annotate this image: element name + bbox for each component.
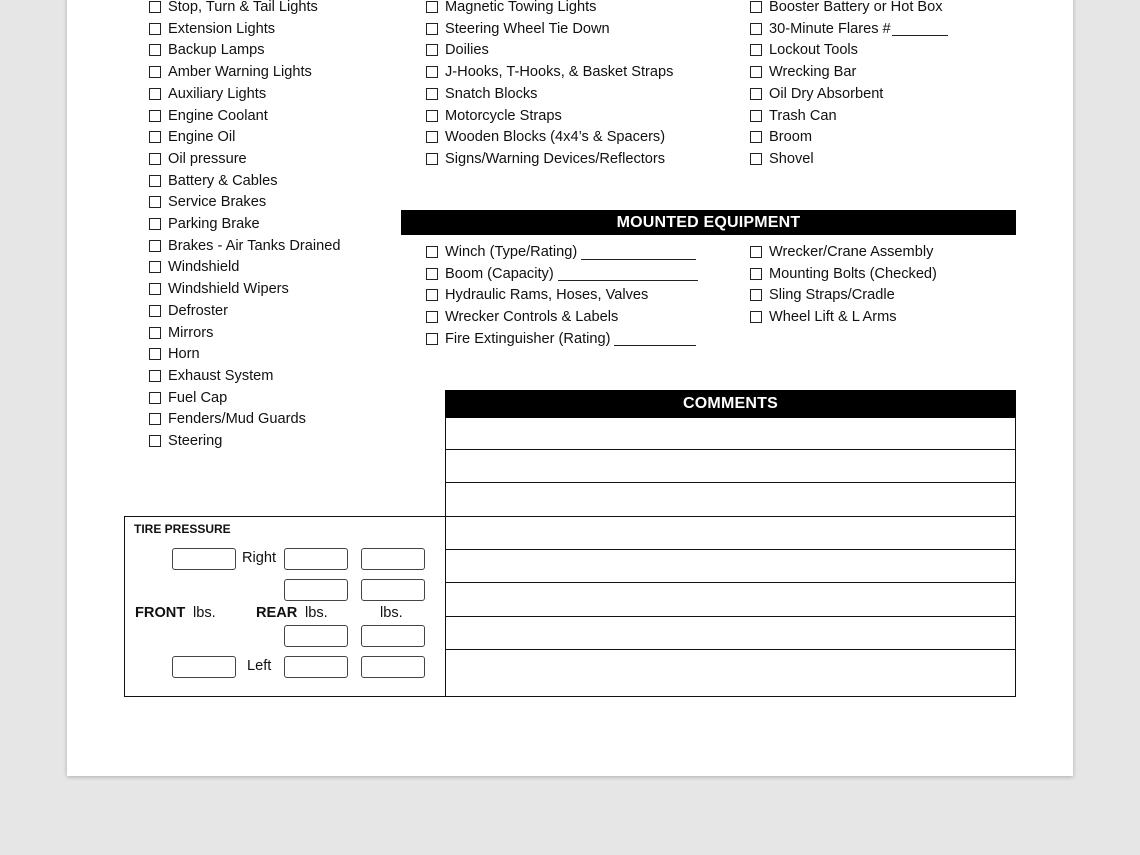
comments-left-border (445, 418, 446, 697)
checkbox[interactable] (426, 153, 438, 165)
front-right-pressure-field[interactable] (172, 548, 236, 570)
checkbox[interactable] (426, 246, 438, 258)
checkbox[interactable] (149, 327, 161, 339)
checkbox[interactable] (149, 305, 161, 317)
checkbox[interactable] (149, 153, 161, 165)
rear-right-inner-far-pressure-field[interactable] (361, 579, 425, 601)
checkbox[interactable] (426, 333, 438, 345)
flares-count-blank[interactable] (892, 21, 948, 36)
checklist-item[interactable]: Exhaust System (149, 366, 273, 386)
checkbox[interactable] (149, 110, 161, 122)
checkbox[interactable] (149, 196, 161, 208)
checkbox[interactable] (750, 153, 762, 165)
checklist-item[interactable]: 30-Minute Flares # (750, 19, 948, 39)
checkbox[interactable] (149, 283, 161, 295)
checkbox[interactable] (750, 131, 762, 143)
extinguisher-rating-blank[interactable] (614, 331, 696, 346)
checklist-item[interactable]: Steering Wheel Tie Down (426, 19, 610, 39)
front-left-pressure-field[interactable] (172, 656, 236, 678)
rear-far-lbs-label: lbs. (380, 605, 403, 621)
checkbox[interactable] (750, 88, 762, 100)
checkbox[interactable] (750, 44, 762, 56)
checklist-item[interactable]: Trash Can (750, 106, 837, 126)
checklist-item[interactable]: Mounting Bolts (Checked) (750, 264, 937, 284)
checkbox[interactable] (149, 66, 161, 78)
checklist-item[interactable]: Service Brakes (149, 192, 266, 212)
checkbox[interactable] (149, 392, 161, 404)
checkbox[interactable] (149, 1, 161, 13)
checklist-item[interactable]: Defroster (149, 301, 228, 321)
checklist-item[interactable]: Wrecker Controls & Labels (426, 307, 618, 327)
checklist-item[interactable]: J-Hooks, T-Hooks, & Basket Straps (426, 62, 673, 82)
checkbox[interactable] (149, 370, 161, 382)
form-bottom-border (124, 696, 1016, 697)
checklist-item[interactable]: Booster Battery or Hot Box (750, 0, 943, 17)
checkbox[interactable] (426, 268, 438, 280)
checkbox[interactable] (149, 131, 161, 143)
checklist-item[interactable]: Broom (750, 127, 812, 147)
rear-label: REAR (256, 605, 298, 621)
tire-pressure-top-border (124, 516, 1016, 517)
checkbox[interactable] (426, 311, 438, 323)
checklist-item[interactable]: Hydraulic Rams, Hoses, Valves (426, 285, 648, 305)
left-label: Left (247, 658, 272, 674)
rear-left-inner-pressure-field[interactable] (284, 625, 348, 647)
checkbox[interactable] (426, 131, 438, 143)
comments-header: COMMENTS (445, 390, 1016, 418)
right-label: Right (242, 550, 277, 566)
checklist-item[interactable]: Motorcycle Straps (426, 106, 562, 126)
checkbox[interactable] (426, 1, 438, 13)
checklist-item[interactable]: Shovel (750, 149, 814, 169)
checklist-item[interactable]: Stop, Turn & Tail Lights (149, 0, 318, 17)
comment-line[interactable] (445, 649, 1016, 650)
checklist-item[interactable]: Backup Lamps (149, 40, 265, 60)
rear-right-far-pressure-field[interactable] (361, 548, 425, 570)
comment-line[interactable] (445, 482, 1016, 483)
checklist-item[interactable]: Engine Coolant (149, 106, 268, 126)
checklist-item[interactable]: Windshield Wipers (149, 279, 289, 299)
checkbox[interactable] (149, 175, 161, 187)
checklist-item[interactable]: Doilies (426, 40, 489, 60)
document-page (67, 0, 1073, 776)
checklist-item[interactable]: Wooden Blocks (4x4’s & Spacers) (426, 127, 665, 147)
checklist-item[interactable]: Wrecker/Crane Assembly (750, 242, 933, 262)
checkbox[interactable] (750, 268, 762, 280)
checklist-item[interactable]: Extension Lights (149, 19, 275, 39)
checkbox[interactable] (149, 261, 161, 273)
checklist-item[interactable]: Oil pressure (149, 149, 247, 169)
checkbox[interactable] (750, 289, 762, 301)
checklist-item[interactable]: Lockout Tools (750, 40, 858, 60)
checkbox[interactable] (149, 348, 161, 360)
checklist-item[interactable]: Amber Warning Lights (149, 62, 312, 82)
checkbox[interactable] (426, 23, 438, 35)
checklist-item[interactable]: Steering (149, 431, 222, 451)
front-label: FRONT (135, 605, 186, 621)
checklist-item[interactable]: Engine Oil (149, 127, 235, 147)
checkbox[interactable] (149, 413, 161, 425)
checklist-item[interactable]: Fuel Cap (149, 388, 227, 408)
checkbox[interactable] (149, 88, 161, 100)
checklist-item[interactable]: Parking Brake (149, 214, 260, 234)
comment-line[interactable] (445, 449, 1016, 450)
checklist-item[interactable]: Sling Straps/Cradle (750, 285, 895, 305)
checkbox[interactable] (426, 110, 438, 122)
checklist-item[interactable]: Winch (Type/Rating) (426, 242, 696, 262)
comment-line[interactable] (445, 616, 1016, 617)
rear-lbs-label: lbs. (305, 605, 328, 621)
checkbox[interactable] (426, 289, 438, 301)
checkbox[interactable] (750, 66, 762, 78)
rear-right-outer-pressure-field[interactable] (284, 548, 348, 570)
checklist-item[interactable]: Brakes - Air Tanks Drained (149, 236, 341, 256)
checkbox[interactable] (750, 23, 762, 35)
checkbox[interactable] (426, 44, 438, 56)
checklist-item[interactable]: Snatch Blocks (426, 84, 537, 104)
mounted-equipment-header: MOUNTED EQUIPMENT (401, 210, 1016, 235)
comment-line[interactable] (445, 549, 1016, 550)
rear-right-inner-pressure-field[interactable] (284, 579, 348, 601)
checkbox[interactable] (149, 23, 161, 35)
checklist-item[interactable]: Windshield (149, 257, 239, 277)
checkbox[interactable] (149, 240, 161, 252)
checklist-item[interactable]: Boom (Capacity) (426, 264, 698, 284)
comment-line[interactable] (445, 582, 1016, 583)
rear-left-outer-pressure-field[interactable] (284, 656, 348, 678)
checklist-item[interactable]: Wheel Lift & L Arms (750, 307, 897, 327)
checkbox[interactable] (426, 88, 438, 100)
checklist-item[interactable]: Magnetic Towing Lights (426, 0, 596, 17)
rear-left-inner-far-pressure-field[interactable] (361, 625, 425, 647)
tire-pressure-left-border (124, 516, 125, 697)
checkbox[interactable] (750, 110, 762, 122)
checklist-item[interactable]: Oil Dry Absorbent (750, 84, 883, 104)
checklist-item[interactable]: Signs/Warning Devices/Reflectors (426, 149, 665, 169)
checkbox[interactable] (750, 246, 762, 258)
checklist-item[interactable]: Mirrors (149, 323, 213, 343)
rear-left-far-pressure-field[interactable] (361, 656, 425, 678)
checklist-item[interactable]: Fire Extinguisher (Rating) (426, 329, 696, 349)
tire-pressure-title: TIRE PRESSURE (134, 522, 231, 536)
checklist-item[interactable]: Wrecking Bar (750, 62, 856, 82)
checkbox[interactable] (149, 218, 161, 230)
winch-rating-blank[interactable] (581, 245, 696, 260)
checkbox[interactable] (149, 44, 161, 56)
checkbox[interactable] (149, 435, 161, 447)
checklist-item[interactable]: Fenders/Mud Guards (149, 409, 306, 429)
checklist-item[interactable]: Auxiliary Lights (149, 84, 266, 104)
checklist-item[interactable]: Horn (149, 344, 200, 364)
boom-capacity-blank[interactable] (558, 266, 698, 281)
front-lbs-label: lbs. (193, 605, 216, 621)
checkbox[interactable] (750, 1, 762, 13)
checkbox[interactable] (426, 66, 438, 78)
checkbox[interactable] (750, 311, 762, 323)
comments-right-border (1015, 418, 1016, 697)
checklist-item[interactable]: Battery & Cables (149, 171, 278, 191)
